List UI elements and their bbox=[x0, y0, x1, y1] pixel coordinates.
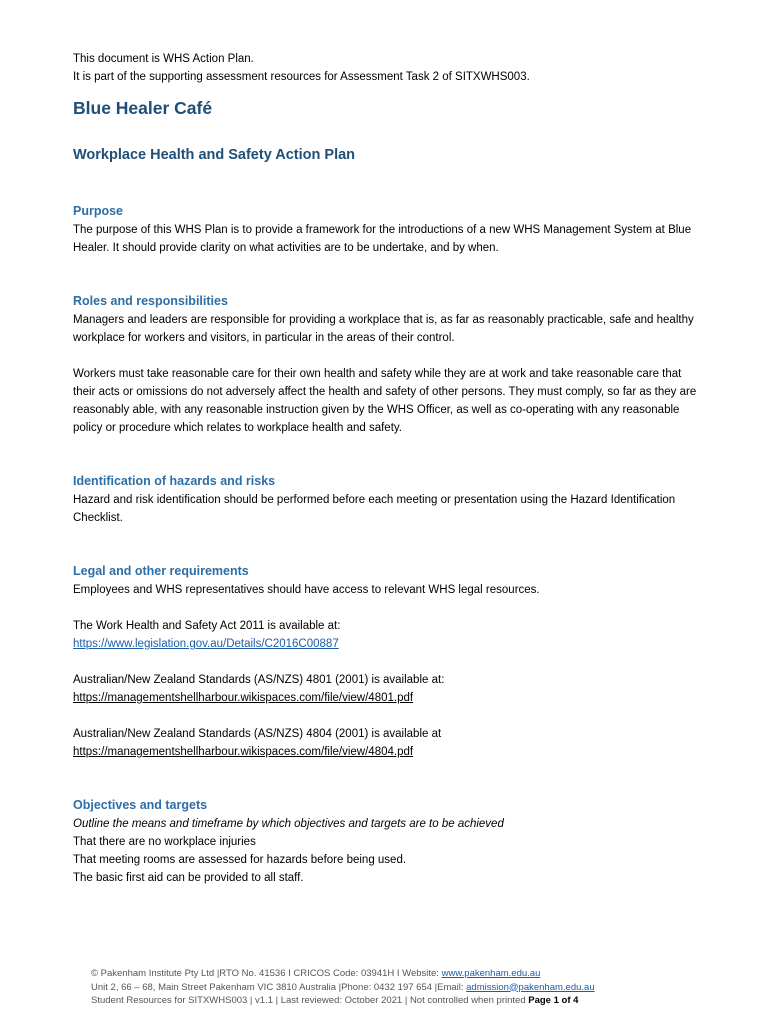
objective-item: The basic first aid can be provided to all staff. bbox=[73, 872, 304, 884]
footer-email-link[interactable]: admission@pakenham.edu.au bbox=[466, 981, 595, 993]
standard-4801-link[interactable]: https://managementshellharbour.wikispaces.com/file/view/4801.pdf bbox=[73, 692, 414, 704]
legal-heading: Legal and other requirements bbox=[73, 564, 249, 578]
hazards-text: Hazard and risk identification should be performed before each meeting or presentation using the Hazard Identification Checklist. bbox=[73, 494, 676, 524]
act-link[interactable]: https://www.legislation.gov.au/Details/C2016C00887 bbox=[73, 638, 339, 650]
intro-line-2: It is part of the supporting assessment resources for Assessment Task 2 of SITXWHS003. bbox=[73, 71, 530, 83]
standard-4804-link[interactable]: https://managementshellharbour.wikispaces.com/file/view/4804.pdf bbox=[73, 746, 414, 758]
standard-4804-label: Australian/New Zealand Standards (AS/NZS) 4804 (2001) is available at bbox=[73, 728, 442, 740]
purpose-heading: Purpose bbox=[73, 204, 124, 218]
objective-item: That meeting rooms are assessed for hazards before being used. bbox=[73, 854, 407, 866]
objectives-heading: Objectives and targets bbox=[73, 798, 208, 812]
intro bbox=[73, 50, 703, 86]
footer-line-1 bbox=[91, 967, 691, 981]
page-footer bbox=[91, 967, 691, 1008]
roles-paragraph-1: Managers and leaders are responsible for providing a workplace that is, as far as reasonably practicable, safe and healthy workplace for workers and visitors, in particular in the areas of their control. bbox=[73, 314, 694, 344]
roles-heading: Roles and responsibilities bbox=[73, 294, 228, 308]
legal-intro: Employees and WHS representatives should have access to relevant WHS legal resources. bbox=[73, 584, 540, 596]
objectives-instruction: Outline the means and timeframe by which objectives and targets are to be achieved bbox=[73, 818, 504, 830]
footer-line-3 bbox=[91, 994, 691, 1008]
page-number: Page 1 of 4 bbox=[528, 995, 579, 1006]
hazards-heading: Identification of hazards and risks bbox=[73, 474, 276, 488]
purpose-text: The purpose of this WHS Plan is to provide a framework for the introductions of a new WHS Management System at Blue Healer. It should provide clarity on what activities are to be undertake, and by when. bbox=[73, 224, 692, 254]
document-subtitle: Workplace Health and Safety Action Plan bbox=[73, 147, 356, 163]
roles-paragraph-2: Workers must take reasonable care for their own health and safety while they are at work and take reasonable care that their acts or omissions do not adversely affect the health and safety of other persons. They must comply, so far as they are reasonably able, with any reasonable instruction given by the WHS Officer, as well as co-operating with any reasonable policy or procedure which relates to workplace health and safety. bbox=[73, 368, 697, 434]
footer-address: Unit 2, 66 – 68, Main Street Pakenham VIC 3810 Australia |Phone: 0432 197 654 |Email: bbox=[91, 981, 467, 993]
footer-website-link[interactable]: www.pakenham.edu.au bbox=[441, 968, 541, 979]
document-title: Blue Healer Café bbox=[73, 98, 213, 118]
intro-line-1: This document is WHS Action Plan. bbox=[73, 53, 254, 65]
standard-4801-label: Australian/New Zealand Standards (AS/NZS) 4801 (2001) is available at: bbox=[73, 674, 445, 686]
document-page bbox=[73, 50, 703, 887]
footer-line-2 bbox=[91, 981, 691, 995]
footer-version-info: Student Resources for SITXWHS003 | v1.1 | Last reviewed: October 2021 | Not controlled when printed bbox=[91, 995, 529, 1006]
act-label: The Work Health and Safety Act 2011 is available at: bbox=[73, 620, 341, 632]
footer-company-info: © Pakenham Institute Pty Ltd |RTO No. 41536 I CRICOS Code: 03941H I Website: bbox=[91, 968, 442, 979]
objective-item: That there are no workplace injuries bbox=[73, 836, 256, 848]
